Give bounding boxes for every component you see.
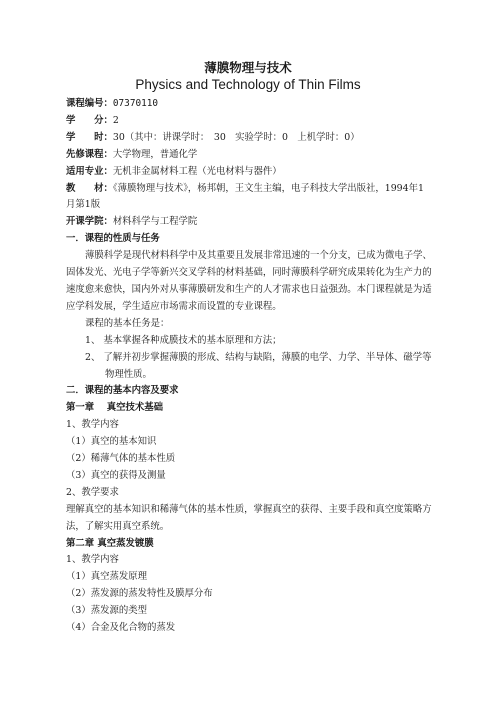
section-heading-nature: 一．课程的性质与任务 <box>66 233 160 245</box>
tasks-intro: 课程的基本任务是： <box>85 317 170 329</box>
prerequisite-label: 先修课程： <box>66 148 113 160</box>
school-value: 材料科学与工程学院 <box>112 216 198 228</box>
course-title-chinese: 薄膜物理与技术 <box>204 60 292 75</box>
credits-label: 学 分： <box>66 114 113 126</box>
chapter-1-item: （2）稀薄气体的基本性质 <box>66 453 176 465</box>
chapter-2-item: （3）蒸发源的类型 <box>66 605 147 617</box>
task-item-2: 2、 了解并初步掌握薄膜的形成、结构与缺陷，薄膜的电学、力学、半导体、磁学等物理性质。 <box>85 351 432 380</box>
textbook-label: 教 材： <box>66 182 113 194</box>
chapter-1-requirement-label: 2、教学要求 <box>66 486 119 498</box>
chapter-2-item: （1）真空蒸发原理 <box>66 571 147 583</box>
section-heading-content: 二．课程的基本内容及要求 <box>66 385 179 397</box>
hours-label: 学 时： <box>66 131 113 143</box>
textbook-row <box>66 181 432 215</box>
course-code-row <box>66 96 432 113</box>
credits-value: 2 <box>112 114 119 126</box>
prerequisite-row <box>66 147 432 164</box>
chapter-1-content-label: 1、教学内容 <box>66 419 119 431</box>
task-item-1: 1、 基本掌握各种成膜技术的基本原理和方法； <box>85 334 282 346</box>
school-label: 开课学院： <box>66 216 113 228</box>
chapter-2-item: （2）蒸发源的蒸发特性及膜厚分布 <box>66 588 213 600</box>
document-body <box>66 96 432 637</box>
chapter-2-title: 第二章 真空蒸发镀膜 <box>66 537 154 549</box>
nature-paragraph: 薄膜科学是现代材料科学中及其重要且发展非常迅速的一个分支，已成为微电子学、固体发光、光电子学等新兴交叉学科的材料基础，同时薄膜科学研究成果转化为生产力的速度愈来愈快，国内外对从事薄膜研发和生产的人才需求也日益强劲。本门课程就是为适应学科发展，学生适应市场需求而设置的专业课程。 <box>66 250 432 312</box>
chapter-1-item: （1）真空的基本知识 <box>66 436 157 448</box>
major-value: 无机非金属材料工程（光电材料与器件） <box>112 165 282 177</box>
course-code-value: 07370110 <box>112 98 159 109</box>
major-row <box>66 164 432 181</box>
textbook-value: 《薄膜物理与技术》，杨邦朝，王文生主编，电子科技大学出版社，1994年1月第1版 <box>66 182 424 211</box>
school-row <box>66 214 432 231</box>
course-code-label: 课程编号： <box>66 98 113 109</box>
credits-row <box>66 113 432 130</box>
hours-value: 30（其中：讲课学时： 30 实验学时：0 上机学时：0） <box>112 131 360 143</box>
chapter-1-requirement: 理解真空的基本知识和稀薄气体的基本性质，掌握真空的获得、主要手段和真空度策略方法，了解实用真空系统。 <box>66 503 432 532</box>
chapter-1-item: （3）真空的获得及测量 <box>66 469 166 481</box>
chapter-2-content-label: 1、教学内容 <box>66 554 119 566</box>
chapter-1-title: 第一章 真空技术基础 <box>66 402 164 414</box>
chapter-2-item: （4）合金及化合物的蒸发 <box>66 622 176 634</box>
course-title-english: Physics and Technology of Thin Films <box>135 77 361 92</box>
prerequisite-value: 大学物理，普通化学 <box>112 148 198 160</box>
major-label: 适用专业： <box>66 165 113 177</box>
hours-row <box>66 130 432 147</box>
